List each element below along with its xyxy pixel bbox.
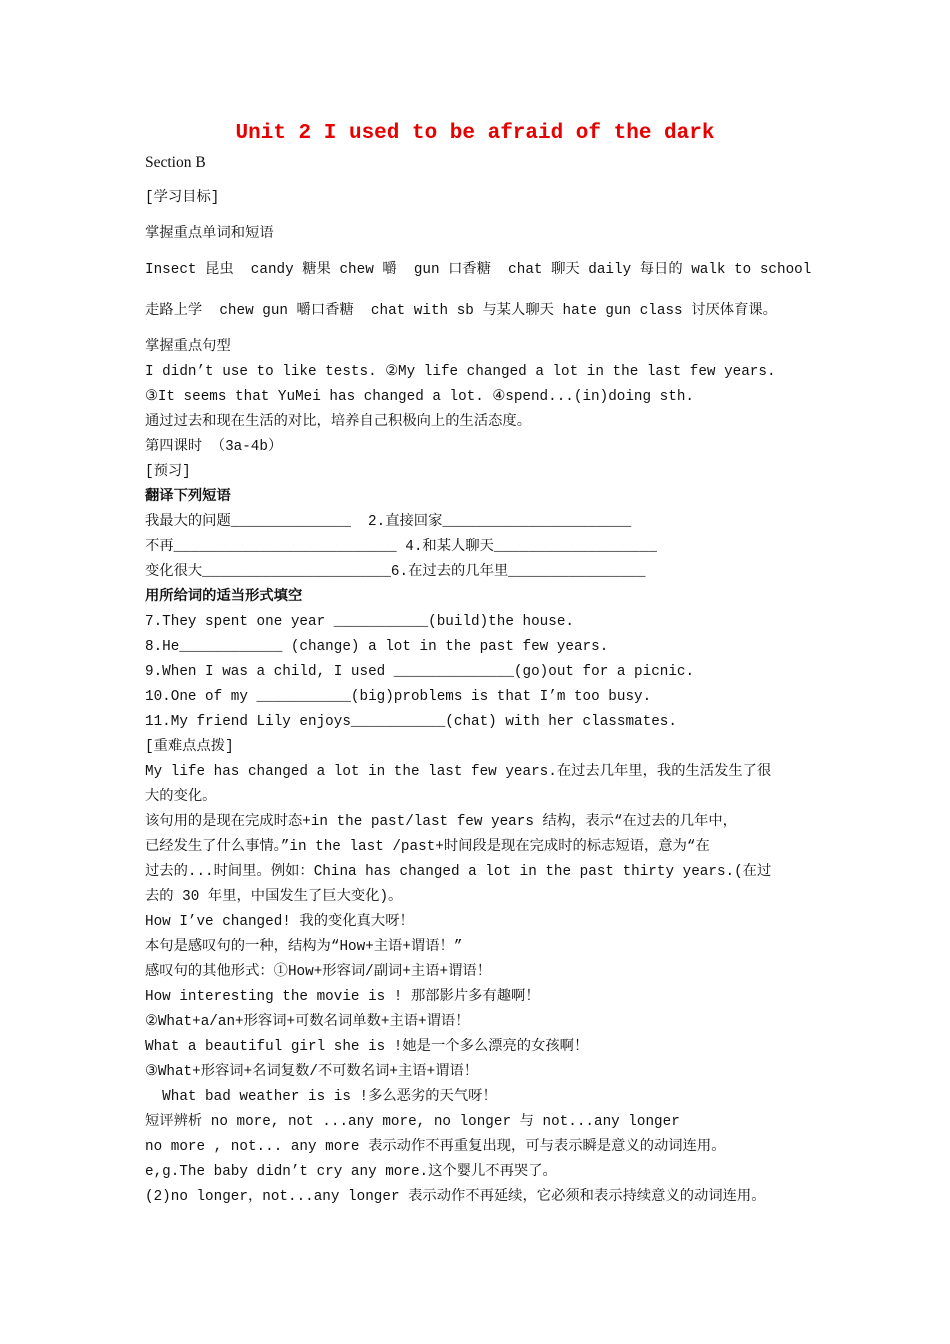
explanation-line: 短评辨析 no more, not ...any more, no longer 与 not...any longer (145, 1114, 680, 1130)
translate-header: 翻译下列短语 (145, 489, 231, 505)
explanation-line: 已经发生了什么事情。”in the last /past+时间段是现在完成时的标志短语，意为“在 (145, 839, 710, 855)
fill-line: 11.My friend Lily enjoys___________(chat) with her classmates. (145, 714, 677, 730)
explanation-line: 去的 30 年里，中国发生了巨大变化)。 (145, 889, 403, 905)
example-line: What a beautiful girl she is !她是一个多么漂亮的女孩啊！ (145, 1039, 589, 1055)
example-line: What bad weather is is !多么恶劣的天气呀！ (145, 1089, 497, 1105)
translate-line: 不再__________________________ 4.和某人聊天___________________ (145, 539, 657, 555)
key-points-header: [重难点点拨] (145, 739, 234, 755)
fill-line: 7.They spent one year ___________(build)the house. (145, 614, 574, 630)
attitude-line: 通过过去和现在生活的对比，培养自己积极向上的生活态度。 (145, 414, 532, 430)
explanation-line: 本句是感叹句的一种，结构为“How+主语+谓语！” (145, 939, 463, 955)
vocab-line: 走路上学 chew gun 嚼口香糖 chat with sb 与某人聊天 hate gun class 讨厌体育课。 (145, 303, 777, 319)
fill-line: 8.He____________ (change) a lot in the past few years. (145, 639, 609, 655)
preview-header: [预习] (145, 464, 191, 480)
explanation-line: ③What+形容词+名词复数/不可数名词+主语+谓语！ (145, 1064, 479, 1080)
page-title: Unit 2 I used to be afraid of the dark (235, 122, 715, 145)
example-line: How I’ve changed! 我的变化真大呀！ (145, 914, 414, 930)
explanation-line: 过去的...时间里。例如：China has changed a lot in the past thirty years.(在过 (145, 864, 772, 880)
explanation-line: My life has changed a lot in the last few years.在过去几年里，我的生活发生了很 (145, 764, 772, 780)
translate-line: 我最大的问题______________ 2.直接回家______________________ (145, 514, 632, 530)
fill-header: 用所给词的适当形式填空 (145, 589, 303, 605)
sentence-header: 掌握重点句型 (145, 339, 231, 355)
vocab-header: 掌握重点单词和短语 (145, 226, 274, 242)
explanation-line: 该句用的是现在完成时态+in the past/last few years 结构，表示“在过去的几年中， (145, 814, 737, 830)
document-body (145, 150, 825, 1210)
fill-line: 10.One of my ___________(big)problems is that I’m too busy. (145, 689, 652, 705)
sentence-line: I didn’t use to like tests. ②My life changed a lot in the last few years. (145, 364, 776, 380)
example-line: e,g.The baby didn’t cry any more.这个婴儿不再哭了。 (145, 1164, 557, 1180)
explanation-line: no more , not... any more 表示动作不再重复出现，可与表示瞬是意义的动词连用。 (145, 1139, 726, 1155)
vocab-line: Insect 昆虫 candy 糖果 chew 嚼 gun 口香糖 chat 聊天 daily 每日的 walk to school (145, 262, 812, 278)
explanation-line: (2)no longer，not...any longer 表示动作不再延续，它必须和表示持续意义的动词连用。 (145, 1189, 766, 1205)
example-line: How interesting the movie is ! 那部影片多有趣啊！ (145, 989, 540, 1005)
explanation-line: ②What+a/an+形容词+可数名词单数+主语+谓语！ (145, 1014, 470, 1030)
explanation-line: 感叹句的其他形式：①How+形容词/副词+主语+谓语！ (145, 964, 491, 980)
translate-line: 变化很大______________________6.在过去的几年里________________ (145, 564, 646, 580)
sentence-line: ③It seems that YuMei has changed a lot. ④spend...(in)doing sth. (145, 389, 694, 405)
objectives-header: [学习目标] (145, 190, 220, 206)
fill-line: 9.When I was a child, I used ______________(go)out for a picnic. (145, 664, 695, 680)
explanation-line: 大的变化。 (145, 789, 217, 805)
lesson-label: 第四课时 （3a-4b） (145, 439, 283, 455)
section-label: Section B (145, 154, 206, 171)
